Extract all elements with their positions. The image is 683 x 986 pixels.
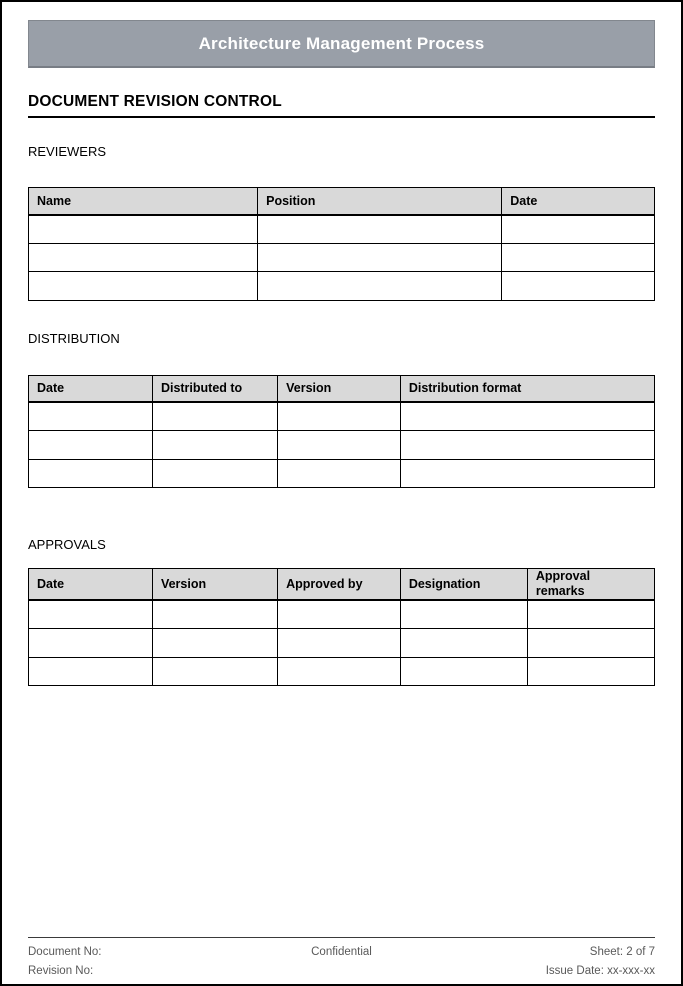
- page-title: DOCUMENT REVISION CONTROL: [28, 92, 655, 118]
- empty-cell: [502, 215, 655, 244]
- empty-cell: [527, 657, 654, 686]
- table-row: [29, 243, 655, 272]
- approvals-table: [28, 568, 655, 686]
- empty-cell: [527, 629, 654, 658]
- empty-cell: [152, 600, 277, 629]
- reviewers-col-position: Position: [258, 188, 502, 215]
- confidential-label: Confidential: [311, 946, 372, 958]
- revision-no-label: Revision No:: [28, 965, 94, 977]
- empty-cell: [278, 402, 401, 431]
- empty-cell: [29, 431, 153, 460]
- approvals-section-label: APPROVALS: [28, 537, 106, 552]
- table-row: [29, 657, 655, 686]
- empty-cell: [29, 215, 258, 244]
- reviewers-col-date: Date: [502, 188, 655, 215]
- distribution-col-distributed-to: Distributed to: [152, 375, 277, 402]
- reviewers-table: [28, 187, 655, 301]
- empty-cell: [258, 243, 502, 272]
- empty-cell: [400, 459, 654, 488]
- table-row: [29, 629, 655, 658]
- reviewers-col-name: Name: [29, 188, 258, 215]
- footer-row-2: [28, 962, 655, 981]
- approvals-col-remarks: [527, 569, 654, 601]
- page-content: [28, 20, 655, 686]
- empty-cell: [258, 272, 502, 301]
- distribution-table: [28, 375, 655, 489]
- approvals-col-date: Date: [29, 569, 153, 601]
- empty-cell: [400, 431, 654, 460]
- empty-cell: [29, 402, 153, 431]
- approvals-col-designation: Designation: [400, 569, 527, 601]
- empty-cell: [400, 600, 527, 629]
- distribution-col-date: Date: [29, 375, 153, 402]
- approvals-col-approved-by: Approved by: [278, 569, 401, 601]
- document-title-banner: [28, 20, 655, 68]
- distribution-header-row: [29, 375, 655, 402]
- empty-cell: [29, 243, 258, 272]
- table-row: [29, 272, 655, 301]
- empty-cell: [152, 629, 277, 658]
- empty-cell: [502, 272, 655, 301]
- distribution-section-label: DISTRIBUTION: [28, 330, 120, 346]
- document-no-label: Document No:: [28, 946, 102, 958]
- empty-cell: [152, 431, 277, 460]
- empty-cell: [278, 657, 401, 686]
- footer-spacer: [237, 962, 446, 981]
- empty-cell: [278, 459, 401, 488]
- reviewers-section-label: REVIEWERS: [28, 144, 107, 159]
- reviewers-header-row: [29, 188, 655, 215]
- distribution-col-format: Distribution format: [400, 375, 654, 402]
- approvals-col-remarks-label: Approval remarks: [535, 569, 591, 598]
- empty-cell: [29, 600, 153, 629]
- page-footer: [28, 937, 655, 981]
- empty-cell: [258, 215, 502, 244]
- table-row: [29, 600, 655, 629]
- distribution-col-version: Version: [278, 375, 401, 402]
- document-title: Architecture Management Process: [198, 33, 485, 53]
- approvals-col-version: Version: [152, 569, 277, 601]
- table-row: [29, 431, 655, 460]
- empty-cell: [278, 431, 401, 460]
- empty-cell: [29, 272, 258, 301]
- table-row: [29, 215, 655, 244]
- empty-cell: [400, 657, 527, 686]
- table-row: [29, 459, 655, 488]
- issue-date-label: Issue Date: xx-xxx-xx: [545, 965, 655, 977]
- empty-cell: [152, 657, 277, 686]
- sheet-number-label: Sheet: 2 of 7: [589, 946, 655, 958]
- empty-cell: [502, 243, 655, 272]
- empty-cell: [152, 459, 277, 488]
- empty-cell: [400, 402, 654, 431]
- approvals-header-row: [29, 569, 655, 601]
- empty-cell: [527, 600, 654, 629]
- empty-cell: [278, 600, 401, 629]
- empty-cell: [152, 402, 277, 431]
- empty-cell: [400, 629, 527, 658]
- empty-cell: [29, 459, 153, 488]
- table-row: [29, 402, 655, 431]
- empty-cell: [29, 657, 153, 686]
- empty-cell: [278, 629, 401, 658]
- footer-row-1: [28, 943, 655, 962]
- footer-divider: [28, 937, 655, 938]
- empty-cell: [29, 629, 153, 658]
